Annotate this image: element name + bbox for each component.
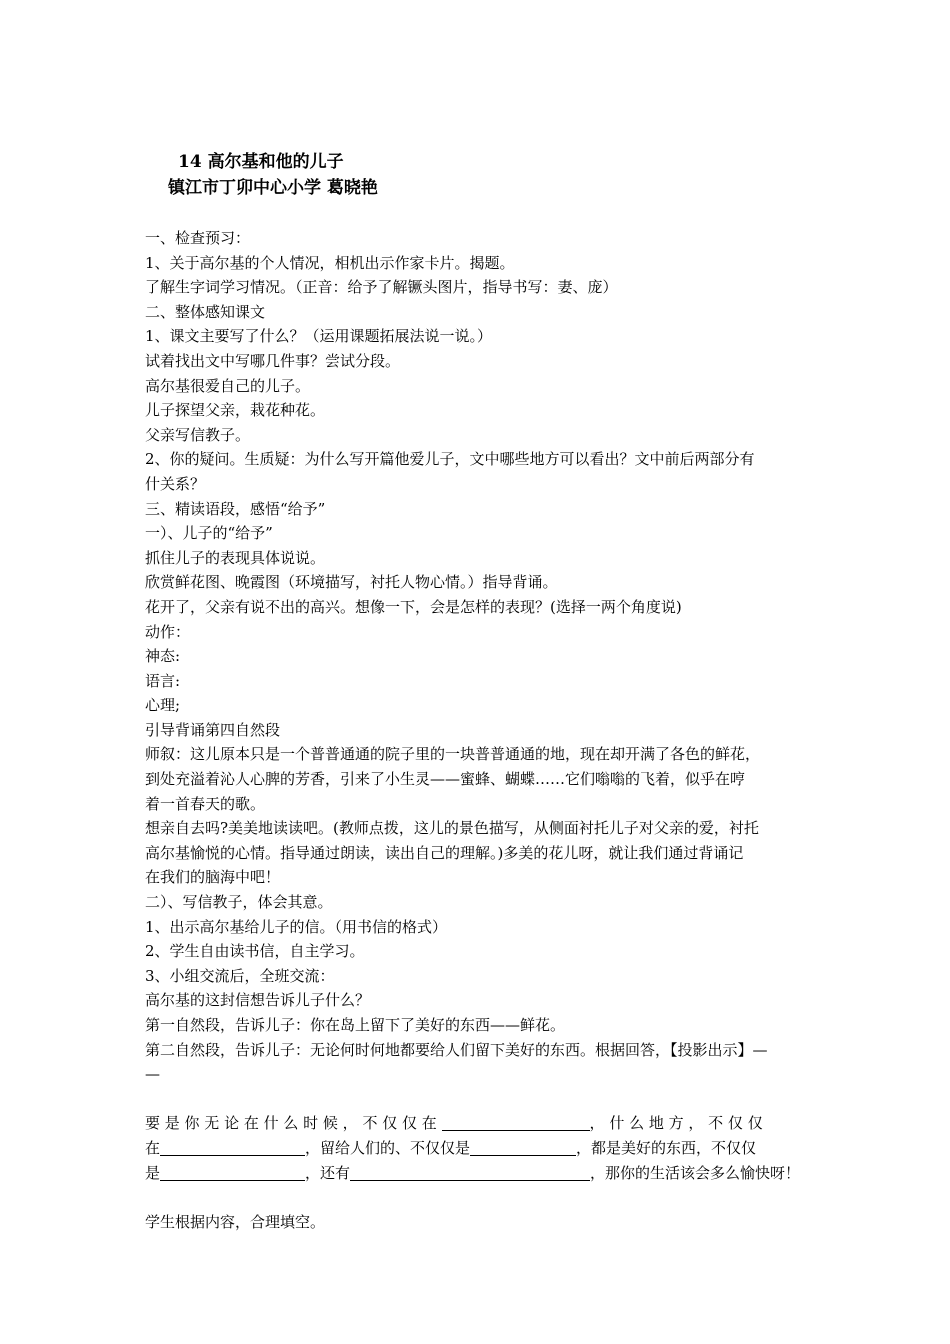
text-line: 什关系？ [145,474,206,493]
text-line: 1、出示高尔基给儿子的信。（用书信的格式） [145,917,448,936]
text-line: 儿子探望父亲，栽花种花。 [145,401,326,420]
closing-line: 学生根据内容，合理填空。 [145,1212,326,1231]
text-line: 第二自然段，告诉儿子：无论何时何地都要给人们留下美好的东西。根据回答，【投影出示】— [145,1040,768,1059]
fill-blank-line-1 [145,1111,810,1136]
text-line: 1、课文主要写了什么？（运用课题拓展法说一说。） [145,327,493,346]
text-line: 师叙：这儿原本只是一个普普通通的院子里的一块普普通通的地，现在却开满了各色的鲜花， [145,745,761,764]
text-line: 一、检查预习： [145,229,251,247]
text-line: 神态: [145,647,181,666]
text-line: 心理; [145,696,181,715]
text-line: 引导背诵第四自然段 [145,720,281,739]
text-line: 在我们的脑海中吧！ [145,868,281,887]
blank-field[interactable] [350,1164,590,1181]
text-line: 试着找出文中写哪几件事？尝试分段。 [145,351,401,370]
text-line: 第一自然段，告诉儿子：你在岛上留下了美好的东西——鲜花。 [145,1016,566,1034]
text-line: 语言: [145,671,181,690]
text-line: 三、精读语段，感悟“给予” [145,499,326,518]
fill-text: ，留给人们的、不仅仅是 [305,1138,471,1157]
text-line: 高尔基很爱自己的儿子。 [145,376,311,395]
fill-text: 在 [145,1138,161,1157]
fill-text: ， 什 么 地 方 ， 不 仅 仅 [589,1114,763,1133]
text-line: 1、关于高尔基的个人情况，相机出示作家卡片。揭题。 [145,253,515,272]
blank-field[interactable] [160,1164,305,1181]
document-body [145,226,810,1234]
text-line: 二、整体感知课文 [145,302,266,321]
blank-field[interactable] [160,1139,305,1156]
spacer [145,1185,810,1210]
text-line: 二）、写信教子，体会其意。 [145,893,333,912]
blank-field[interactable] [470,1139,576,1156]
lesson-title: 14 高尔基和他的儿子 [178,152,344,172]
text-line: 2、学生自由读书信，自主学习。 [145,942,365,961]
text-line: 动作： [145,622,191,641]
fill-text: 是 [145,1163,161,1182]
text-line: 一）、儿子的“给予” [145,524,273,543]
text-line: 抓住儿子的表现具体说说。 [145,548,326,567]
text-line: 2、你的疑问。生质疑：为什么写开篇他爱儿子，文中哪些地方可以看出？文中前后两部分有 [145,450,755,469]
text-line: 高尔基的这封信想告诉儿子什么？ [145,991,371,1010]
fill-text: ，都是美好的东西，不仅仅 [576,1138,757,1157]
author-line: 镇江市丁卯中心小学 葛晓艳 [168,178,378,198]
fill-text: ，还有 [305,1163,351,1182]
text-line: 3、小组交流后，全班交流： [145,966,335,985]
text-line: 欣赏鲜花图、晚霞图（环境描写，衬托人物心情。）指导背诵。 [145,573,558,592]
text-line: 花开了，父亲有说不出的高兴。想像一下，会是怎样的表现？(选择一两个角度说) [145,597,682,616]
spacer [145,1087,810,1112]
fill-text: ，那你的生活该会多么愉快呀！ [590,1163,801,1182]
fill-blank-line-3 [145,1161,810,1186]
fill-text: 要 是 你 无 论 在 什 么 时 候 ， 不 仅 仅 在 [145,1114,437,1133]
text-line: — [145,1065,160,1084]
text-line: 父亲写信教子。 [145,425,251,444]
text-line: 了解生字词学习情况。（正音：给予了解镢头图片，指导书写：妻、庞） [145,278,618,297]
text-line: 着一首春天的歌。 [145,794,266,813]
text-line: 高尔基愉悦的心情。指导通过朗读，读出自己的理解。)多美的花儿呀，就让我们通过背诵记 [145,843,744,862]
blank-field[interactable] [442,1114,590,1131]
fill-blank-line-2 [145,1136,810,1161]
text-line: 到处充溢着沁人心脾的芳香，引来了小生灵——蜜蜂、蝴蝶……它们嗡嗡的飞着，似乎在哼 [145,770,746,789]
text-line: 想亲自去吗?美美地读读吧。(教师点拨，这儿的景色描写，从侧面衬托儿子对父亲的爱，衬托 [145,819,759,838]
